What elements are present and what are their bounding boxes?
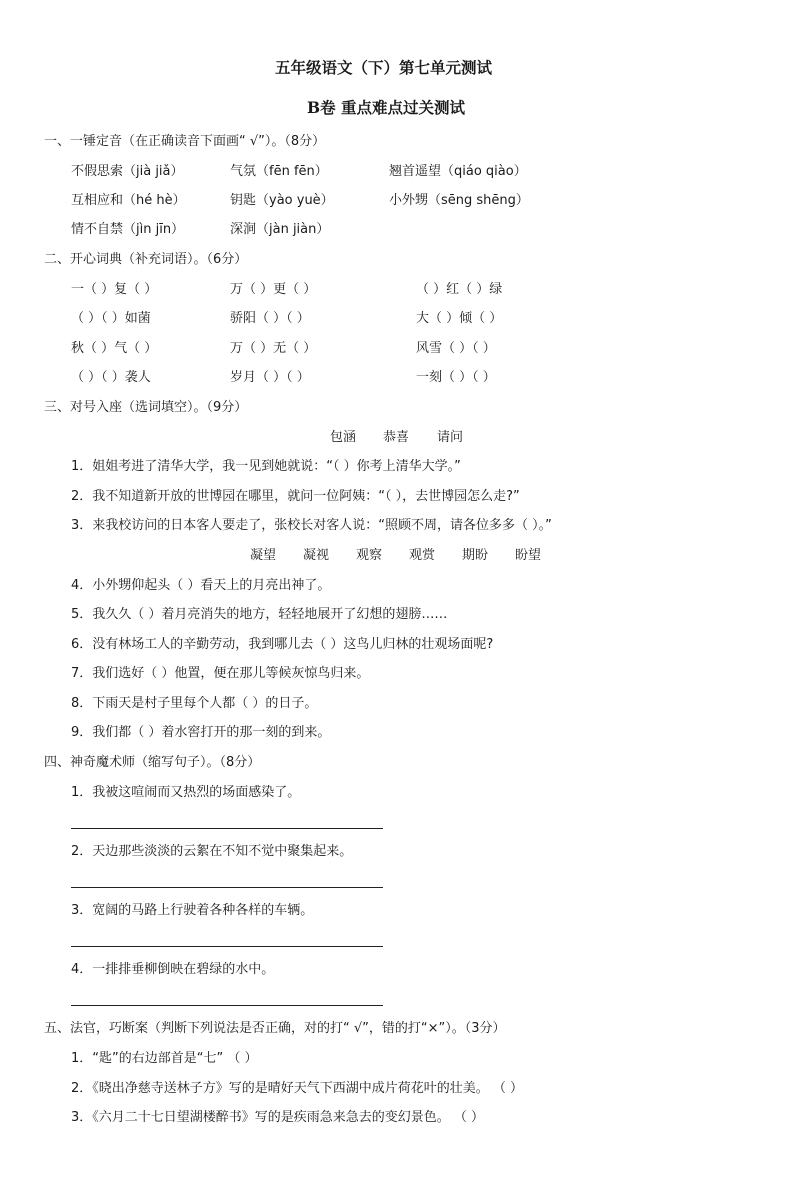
idiom-item: （ ）（ ）袭人 <box>71 370 151 385</box>
idiom-item: 万（ ）更（ ） <box>230 282 317 297</box>
question-text: 3．宽阔的马路上行驶着各种各样的车辆。 <box>71 903 314 918</box>
idiom-item: （ ）（ ）如菌 <box>71 311 151 326</box>
question-text: 3．来我校访问的日本客人要走了，张校长对客人说：“照顾不周，请各位多多（ ）。” <box>71 518 552 533</box>
word-bank-word: 凝视 <box>303 548 330 563</box>
pinyin-item: 互相应和（hé hè） <box>71 193 186 208</box>
idiom-item: 秋（ ）气（ ） <box>71 341 158 356</box>
word-bank-word: 凝望 <box>250 548 277 563</box>
pinyin-item: 气氛（fēn fēn） <box>230 164 328 179</box>
question-text: 4．一排排垂柳倒映在碧绿的水中。 <box>71 962 275 977</box>
question-text: 2．天边那些淡淡的云絮在不知不觉中聚集起来。 <box>71 844 353 859</box>
section-3-heading: 三、对号入座（选词填空）。（9分） <box>44 400 248 415</box>
pinyin-item: 钥匙（yào yuè） <box>230 193 334 208</box>
question-text: 5．我久久（ ）着月亮消失的地方，轻轻地展开了幻想的翅膀…… <box>71 607 448 622</box>
word-bank-word: 包涵 <box>330 430 357 445</box>
idiom-item: 万（ ）无（ ） <box>230 341 317 356</box>
word-bank-word: 观赏 <box>409 548 436 563</box>
idiom-item: 一刻（ ）（ ） <box>416 370 496 385</box>
question-text: 1．我被这喧闹而又热烈的场面感染了。 <box>71 785 301 800</box>
idiom-item: 大（ ）倾（ ） <box>416 311 503 326</box>
question-text: 2．《晓出净慈寺送林子方》写的是晴好天气下西湖中成片荷花叶的壮美。 （ ） <box>71 1081 524 1096</box>
word-bank-word: 请问 <box>437 430 464 445</box>
question-text: 8．下雨天是村子里每个人都（ ）的日子。 <box>71 696 318 711</box>
pinyin-item: 小外甥（sēng shēng） <box>389 193 529 208</box>
answer-line[interactable] <box>71 887 383 888</box>
question-text: 1．姐姐考进了清华大学，我一见到她就说：“（ ）你考上清华大学。” <box>71 459 461 474</box>
question-text: 1．“匙”的右边部首是“七” （ ） <box>71 1051 258 1066</box>
idiom-item: 骄阳（ ）（ ） <box>230 311 310 326</box>
word-bank-word: 期盼 <box>462 548 489 563</box>
idiom-item: 一（ ）复（ ） <box>71 282 158 297</box>
idiom-item: 岁月（ ）（ ） <box>230 370 310 385</box>
section-1-heading: 一、一锤定音（在正确读音下面画“ √”）。（8分） <box>44 134 326 149</box>
pinyin-item: 翘首遥望（qiáo qiào） <box>389 164 527 179</box>
section-2-heading: 二、开心词典（补充词语）。（6分） <box>44 252 248 267</box>
pinyin-item: 情不自禁（jìn jīn） <box>71 222 185 237</box>
word-bank-word: 观察 <box>356 548 383 563</box>
question-text: 7．我们选好（ ）他置，便在那儿等候灰惊鸟归来。 <box>71 666 370 681</box>
question-text: 2．我不知道新开放的世博园在哪里，就问一位阿姨：“（ ），去世博园怎么走?” <box>71 489 520 504</box>
question-text: 6．没有林场工人的辛勤劳动，我到哪儿去（ ）这鸟儿归林的壮观场面呢? <box>71 637 494 652</box>
section-4-heading: 四、神奇魔术师（缩写句子）。（8分） <box>44 755 261 770</box>
pinyin-item: 深涧（jàn jiàn） <box>230 222 330 237</box>
idiom-item: （ ）红（ ）绿 <box>416 282 503 297</box>
word-bank-word: 盼望 <box>515 548 542 563</box>
pinyin-item: 不假思索（jià jiǎ） <box>71 164 184 179</box>
page-title: 五年级语文（下）第七单元测试 <box>275 58 493 77</box>
answer-line[interactable] <box>71 828 383 829</box>
question-text: 9．我们都（ ）着水窖打开的那一刻的到来。 <box>71 725 331 740</box>
answer-line[interactable] <box>71 946 383 947</box>
question-text: 4．小外甥仰起头（ ）看天上的月亮出神了。 <box>71 578 331 593</box>
section-5-heading: 五、法官，巧断案（判断下列说法是否正确，对的打“ √”，错的打“×”）。（3分） <box>44 1021 506 1036</box>
question-text: 3．《六月二十七日望湖楼醉书》写的是疾雨急来急去的变幻景色。 （ ） <box>71 1110 485 1125</box>
answer-line[interactable] <box>71 1005 383 1006</box>
word-bank-word: 恭喜 <box>383 430 410 445</box>
idiom-item: 风雪（ ）（ ） <box>416 341 496 356</box>
page-subtitle: B卷 重点难点过关测试 <box>307 98 465 117</box>
